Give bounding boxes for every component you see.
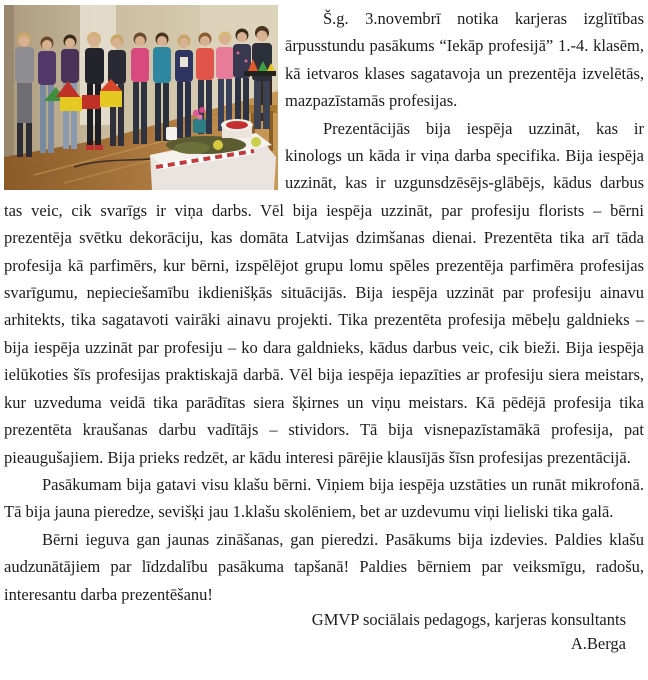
signature-block: [4, 608, 644, 656]
signature-name: A.Berga: [570, 633, 626, 653]
signature-role: GMVP sociālais pedagogs, karjeras konsultants: [311, 609, 626, 629]
paragraph-intro: Š.g. 3.novembrī notika karjeras izglītības ārpusstundu pasākums “Iekāp profesijā” 1.-4. klasēm, kā ietvaros klases sagatavoja un prezentēja izvelētās, mazpazīstamās profesijas.: [285, 9, 644, 111]
event-photo: [4, 5, 278, 190]
paragraph-participation: Pasākumam bija gatavi visu klašu bērni. Viņiem bija iespēja uzstāties un runāt mikrofonā. Tā bija jauna pieredze, sevišķi jau 1.klašu skolēniem, bet ar uzdevumu viņi lieliski tika galā.: [4, 474, 644, 522]
paragraph-presentations: Prezentācijās bija iespēja uzzināt, kas ir kinologs un kāda ir viņa darba specifika. Bija iespēja uzzināt, kas ir uzgunsdzēsējs-glābējs, kādus darbus tas veic, cik svarīgs ir viņa darbs. Vēl bija iespēja uzzināt, par profesiju florists – bērni prezentēja svētku dekorāciju, kas domāta Latvijas dzimšanas dienai. Prezentēta tika arī tāda profesija kā parfimērs, kur bērni, izspēlējot grupu lomu spēles prezentēja parfimēra profesijas svarīgumu, nepieciešamību ikdienišķās situācijās. Bija iespēja uzzināt par profesiju ainavu arhitekts, tika sagatavoti vairāki ainavu projekti. Tika prezentēta profesija mēbeļu galdnieks – bija iespēja uzzināt par profesiju – ko dara galdnieks, kādus darbus veic, cik bieži. Bija iespēja ielūkoties šīs profesijas praktiskajā darbā. Vēl bija iespēja iepazīties ar profesiju siera meistars, kur uzveduma veidā tika parādītas siera šķirnes un viņu meistars. Kā pēdējā profesija tika prezentēta kraušanas darbu vadītājs – stividors. Tā bija visnepazīstamākā profesija, pat pieaugušajiem. Bija prieks redzēt, ar kādu interesi pārējie klausījās šīsn profesijas prezentācijā.: [4, 118, 644, 467]
event-photo-illustration: [4, 5, 278, 190]
paragraph-thanks: Bērni ieguva gan jaunas zināšanas, gan pieredzi. Pasākums bija izdevies. Paldies klašu audzunātājiem par līdzdalību pasākuma tapšanā! Paldies bērniem par veiksmīgu, radošu, interesantu darba prezentēšanu!: [4, 529, 644, 604]
